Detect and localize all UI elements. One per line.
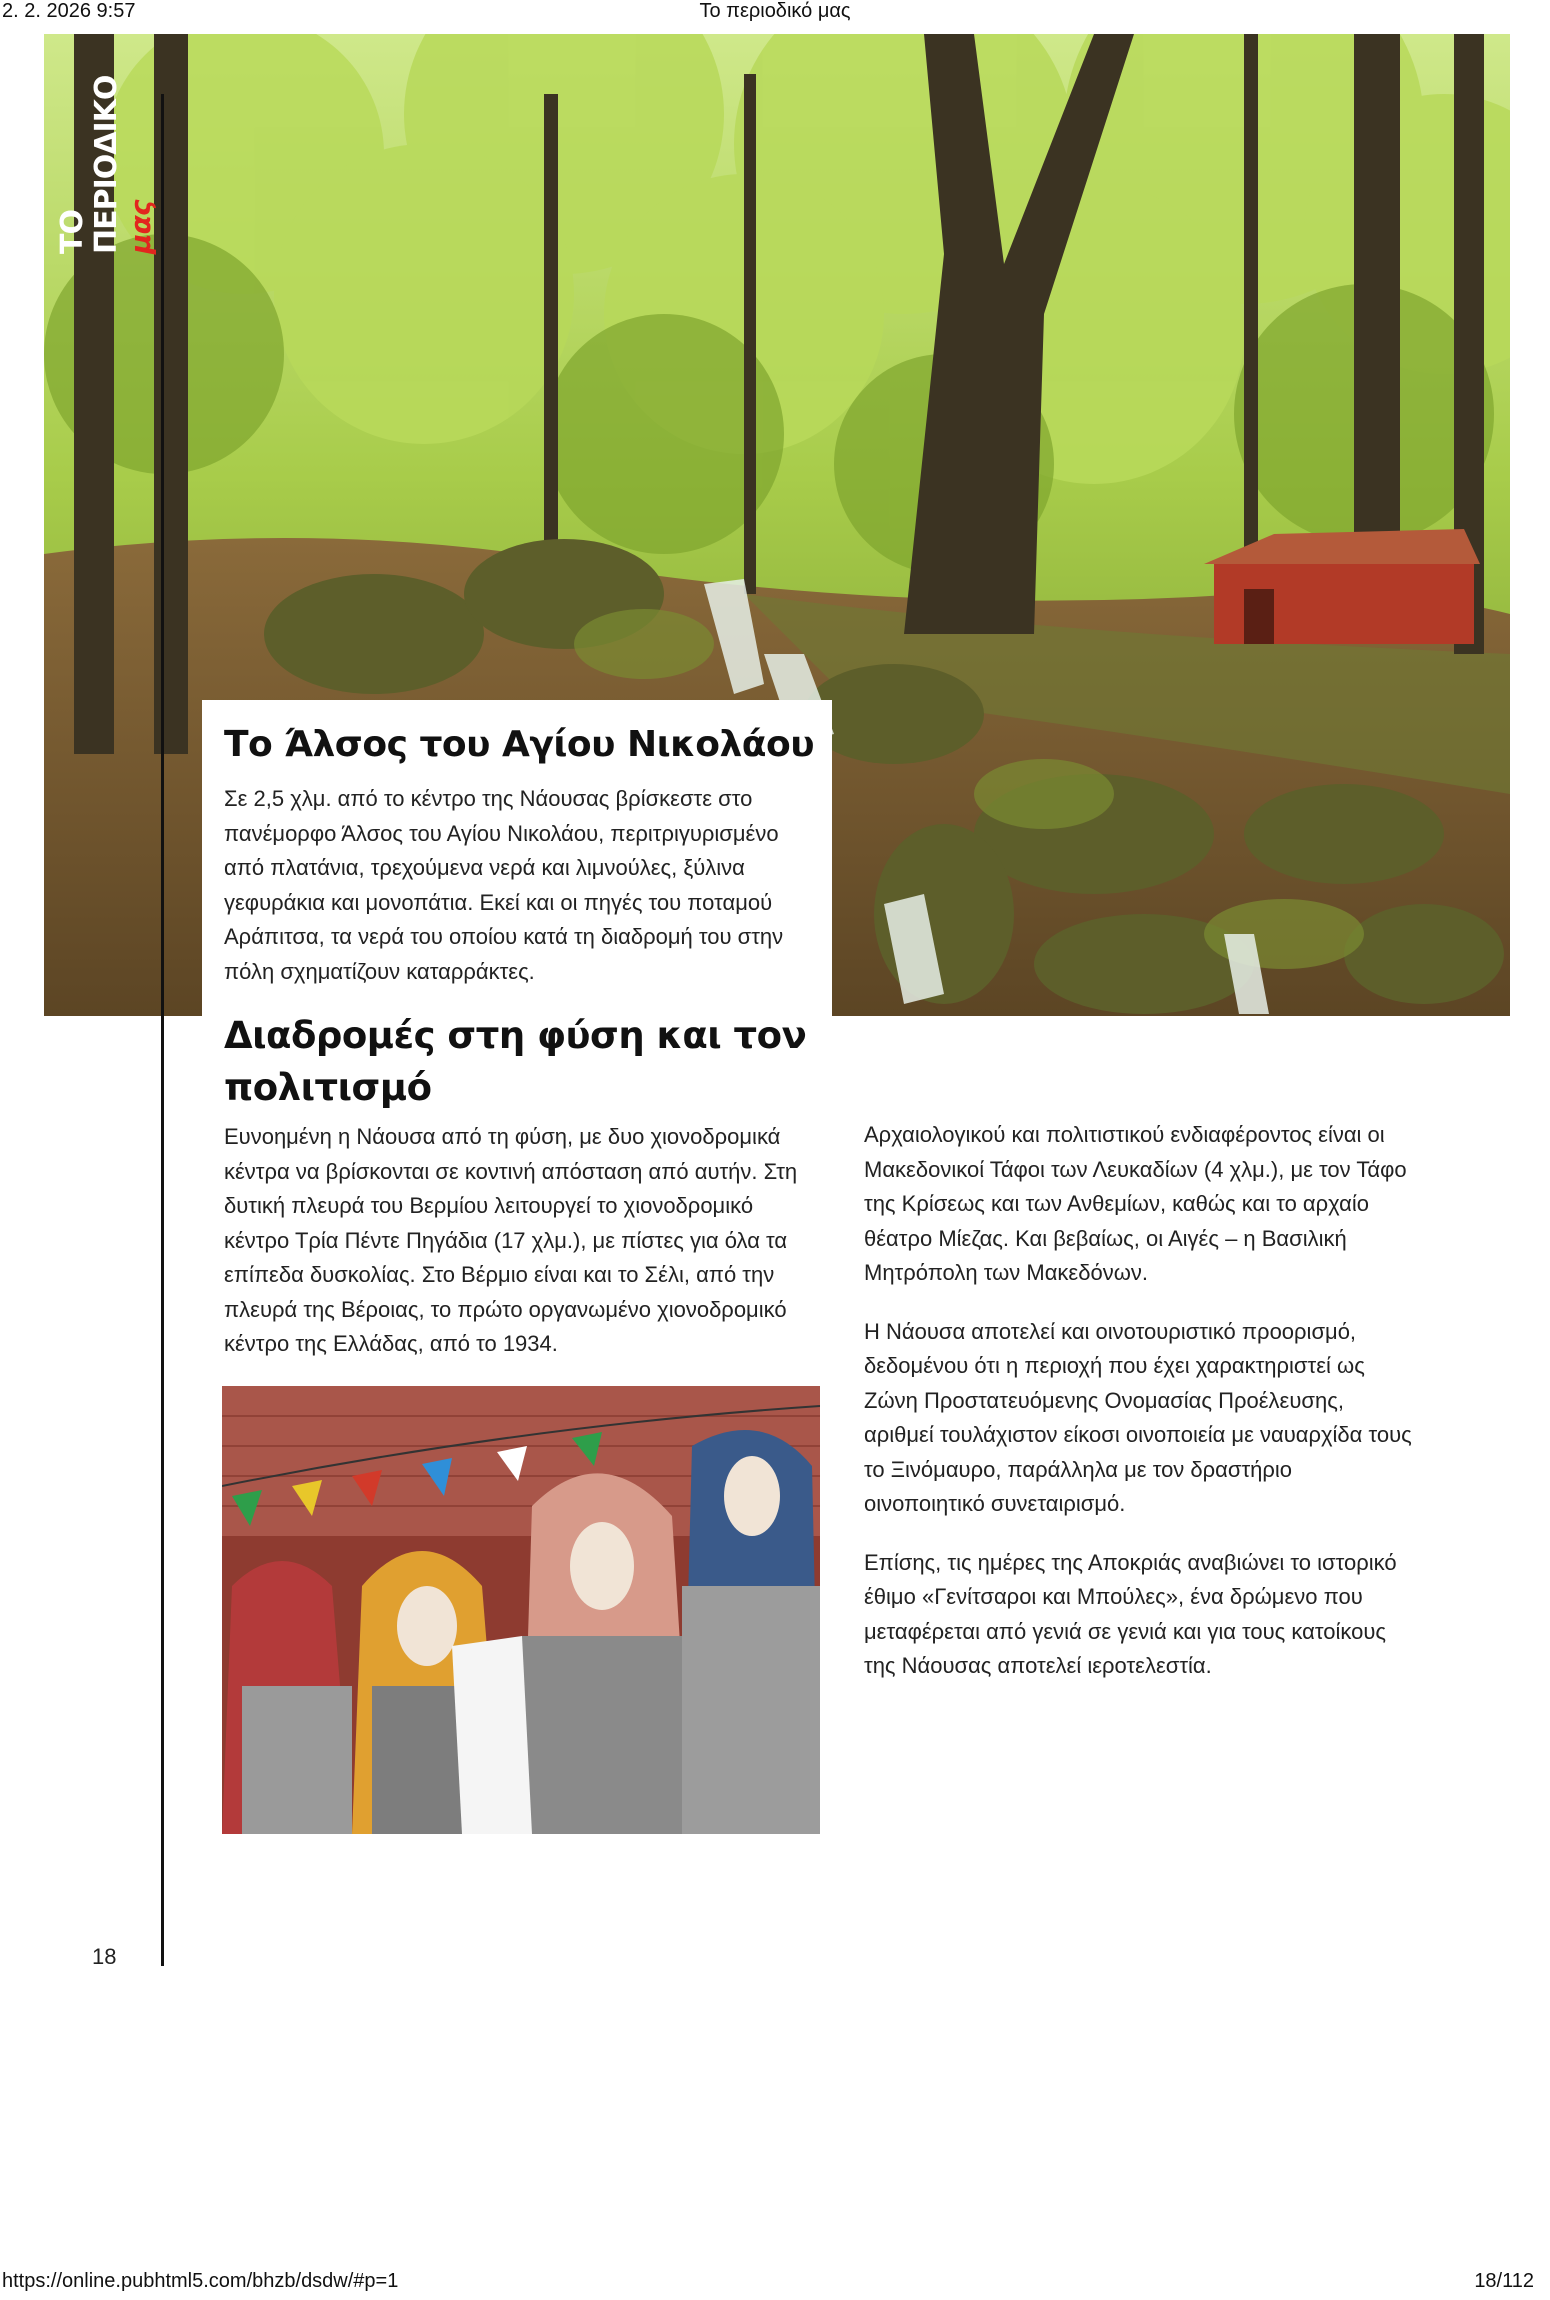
right-paragraph: Η Νάουσα αποτελεί και οινοτουριστικό προορισμό, δεδομένου ότι η περιοχή που έχει χαρακτηριστεί ως Ζώνη Προστατευόμενης Ονομασίας Προέλευσης, αριθμεί τουλάχιστον είκοσι οινοποιεία με ναυαρχίδα τους το Ξινόμαυρο, παράλληλα με τον δραστήριο οινοποιητικό συνεταιρισμό. <box>864 1318 1412 1516</box>
logo-sub-text: μας <box>124 200 157 254</box>
print-page-counter: 18/112 <box>1474 2270 1534 2292</box>
page-number: 18 <box>92 1944 117 1969</box>
print-footer <box>0 2270 1550 2300</box>
magazine-logo <box>55 75 157 254</box>
print-page-title: Το περιοδικό μας <box>699 0 851 22</box>
right-column <box>864 1118 1416 1708</box>
article-intro: Σε 2,5 χλμ. από το κέντρο της Νάουσας βρίσκεστε στο πανέμορφο Άλσος του Αγίου Νικολάου, περιτριγυρισμένο από πλατάνια, τρεχούμενα νερά και λιμνούλες, ξύλινα γεφυράκια και μονοπάτια. Εκεί και οι πηγές του ποταμού Αράπιτσα, τα νερά του οποίου κατά τη διαδρομή του στην πόλη σχηματίζουν καταρράκτες. <box>224 786 784 984</box>
right-paragraph: Αρχαιολογικού και πολιτιστικού ενδιαφέροντος είναι οι Μακεδονικοί Τάφοι των Λευκαδίων (4 χλμ.), με τον Τάφο της Κρίσεως και των Ανθεμίων, καθώς και το αρχαίο θέατρο Μίεζας. Και βεβαίως, οι Αιγές – η Βασιλική Μητρόπολη των Μακεδόνων. <box>864 1122 1407 1285</box>
vertical-divider <box>161 94 164 1966</box>
print-datetime: 2. 2. 2026 9:57 <box>2 0 136 22</box>
print-header <box>0 0 1550 30</box>
carnival-illustration <box>222 1386 820 1834</box>
section-subtitle: Διαδρομές στη φύση και τον πολιτισμό <box>224 1014 807 1109</box>
article-title: Το Άλσος του Αγίου Νικολάου <box>224 724 815 765</box>
right-paragraph: Επίσης, τις ημέρες της Αποκριάς αναβιώνει το ιστορικό έθιμο «Γενίτσαροι και Μπούλες», ένα δρώμενο που μεταφέρεται από γενιά σε γενιά και για τους κατοίκους της Νάουσας αποτελεί ιεροτελεστία. <box>864 1549 1397 1678</box>
left-column-paragraph: Ευνοημένη η Νάουσα από τη φύση, με δυο χιονοδρομικά κέντρα να βρίσκονται σε κοντινή απόσταση από αυτήν. Στη δυτική πλευρά του Βερμίου λειτουργεί το χιονοδρομικό κέντρο Τρία Πέντε Πηγάδια (17 χλμ.), με πίστες για όλα τα επίπεδα δυσκολίας. Στο Βέρμιο είναι και το Σέλι, από την πλευρά της Βέροιας, το πρώτο οργανωμένο χιονοδρομικό κέντρο της Ελλάδας, από το 1934. <box>224 1124 798 1356</box>
carnival-photo <box>222 1386 820 1834</box>
logo-main-text: ΤΟ ΠΕΡΙΟΔΙΚΟ <box>55 75 124 254</box>
print-url: https://online.pubhtml5.com/bhzb/dsdw/#p=1 <box>2 2270 399 2292</box>
